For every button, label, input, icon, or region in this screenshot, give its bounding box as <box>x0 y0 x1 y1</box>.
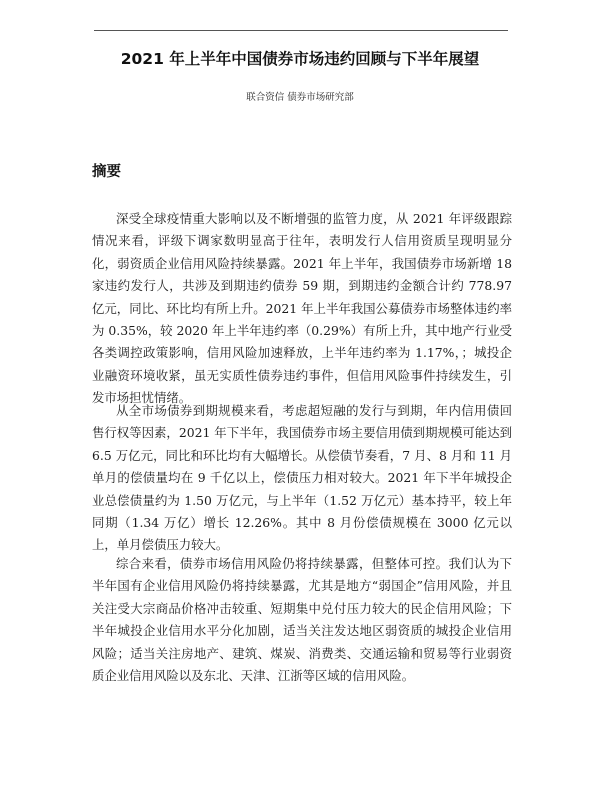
header-rule <box>94 30 508 31</box>
section-heading-abstract: 摘要 <box>92 164 121 180</box>
abstract-paragraph-1: 深受全球疫情重大影响以及不断增强的监管力度，从 2021 年评级跟踪情况来看，评级下调家数明显高于往年，表明发行人信用资质呈现明显分化，弱资质企业信用风险持续暴露。2021 年上半年，我国债券市场新增 18 家违约发行人，共涉及到期违约债券 59 期，到期违约金额合计约 778.97 亿元，同比、环比均有所上升。2021 年上半年我国公募债券市场整体违约率为 0.35%，较 2020 年上半年违约率（0.29%）有所上升，其中地产行业受各类调控政策影响，信用风险加速释放，上半年违约率为 1.17%，；城投企业融资环境收紧，虽无实质性债券违约事件，但信用风险事件持续发生，引发市场担忧情绪。 <box>92 211 512 406</box>
abstract-paragraph-3: 综合来看，债券市场信用风险仍将持续暴露，但整体可控。我们认为下半年国有企业信用风险仍将持续暴露，尤其是地方“弱国企”信用风险，并且关注受大宗商品价格冲击较重、短期集中兑付压力较大的民企信用风险；下半年城投企业信用水平分化加剧，适当关注发达地区弱资质的城投企业信用风险；适当关注房地产、建筑、煤炭、消费类、交通运输和贸易等行业弱资质企业信用风险以及东北、天津、江浙等区域的信用风险。 <box>92 556 512 684</box>
document-author: 联合资信 债券市场研究部 <box>246 92 354 103</box>
document-title: 2021 年上半年中国债券市场违约回顾与下半年展望 <box>120 50 480 68</box>
abstract-paragraph-2: 从全市场债券到期规模来看，考虑超短融的发行与到期，年内信用债回售行权等因素，2021 年下半年，我国债券市场主要信用债到期规模可能达到 6.5 万亿元，同比和环比均有大幅增长。从偿债节奏看，7 月、8 月和 11 月单月的偿债量均在 9 千亿以上，偿债压力相对较大。2021 年下半年城投企业总偿债量约为 1.50 万亿元，与上半年（1.52 万亿元）基本持平，较上年同期（1.34 万亿）增长 12.26%。其中 8 月份偿债规模在 3000 亿元以上，单月偿债压力较大。 <box>92 403 512 553</box>
